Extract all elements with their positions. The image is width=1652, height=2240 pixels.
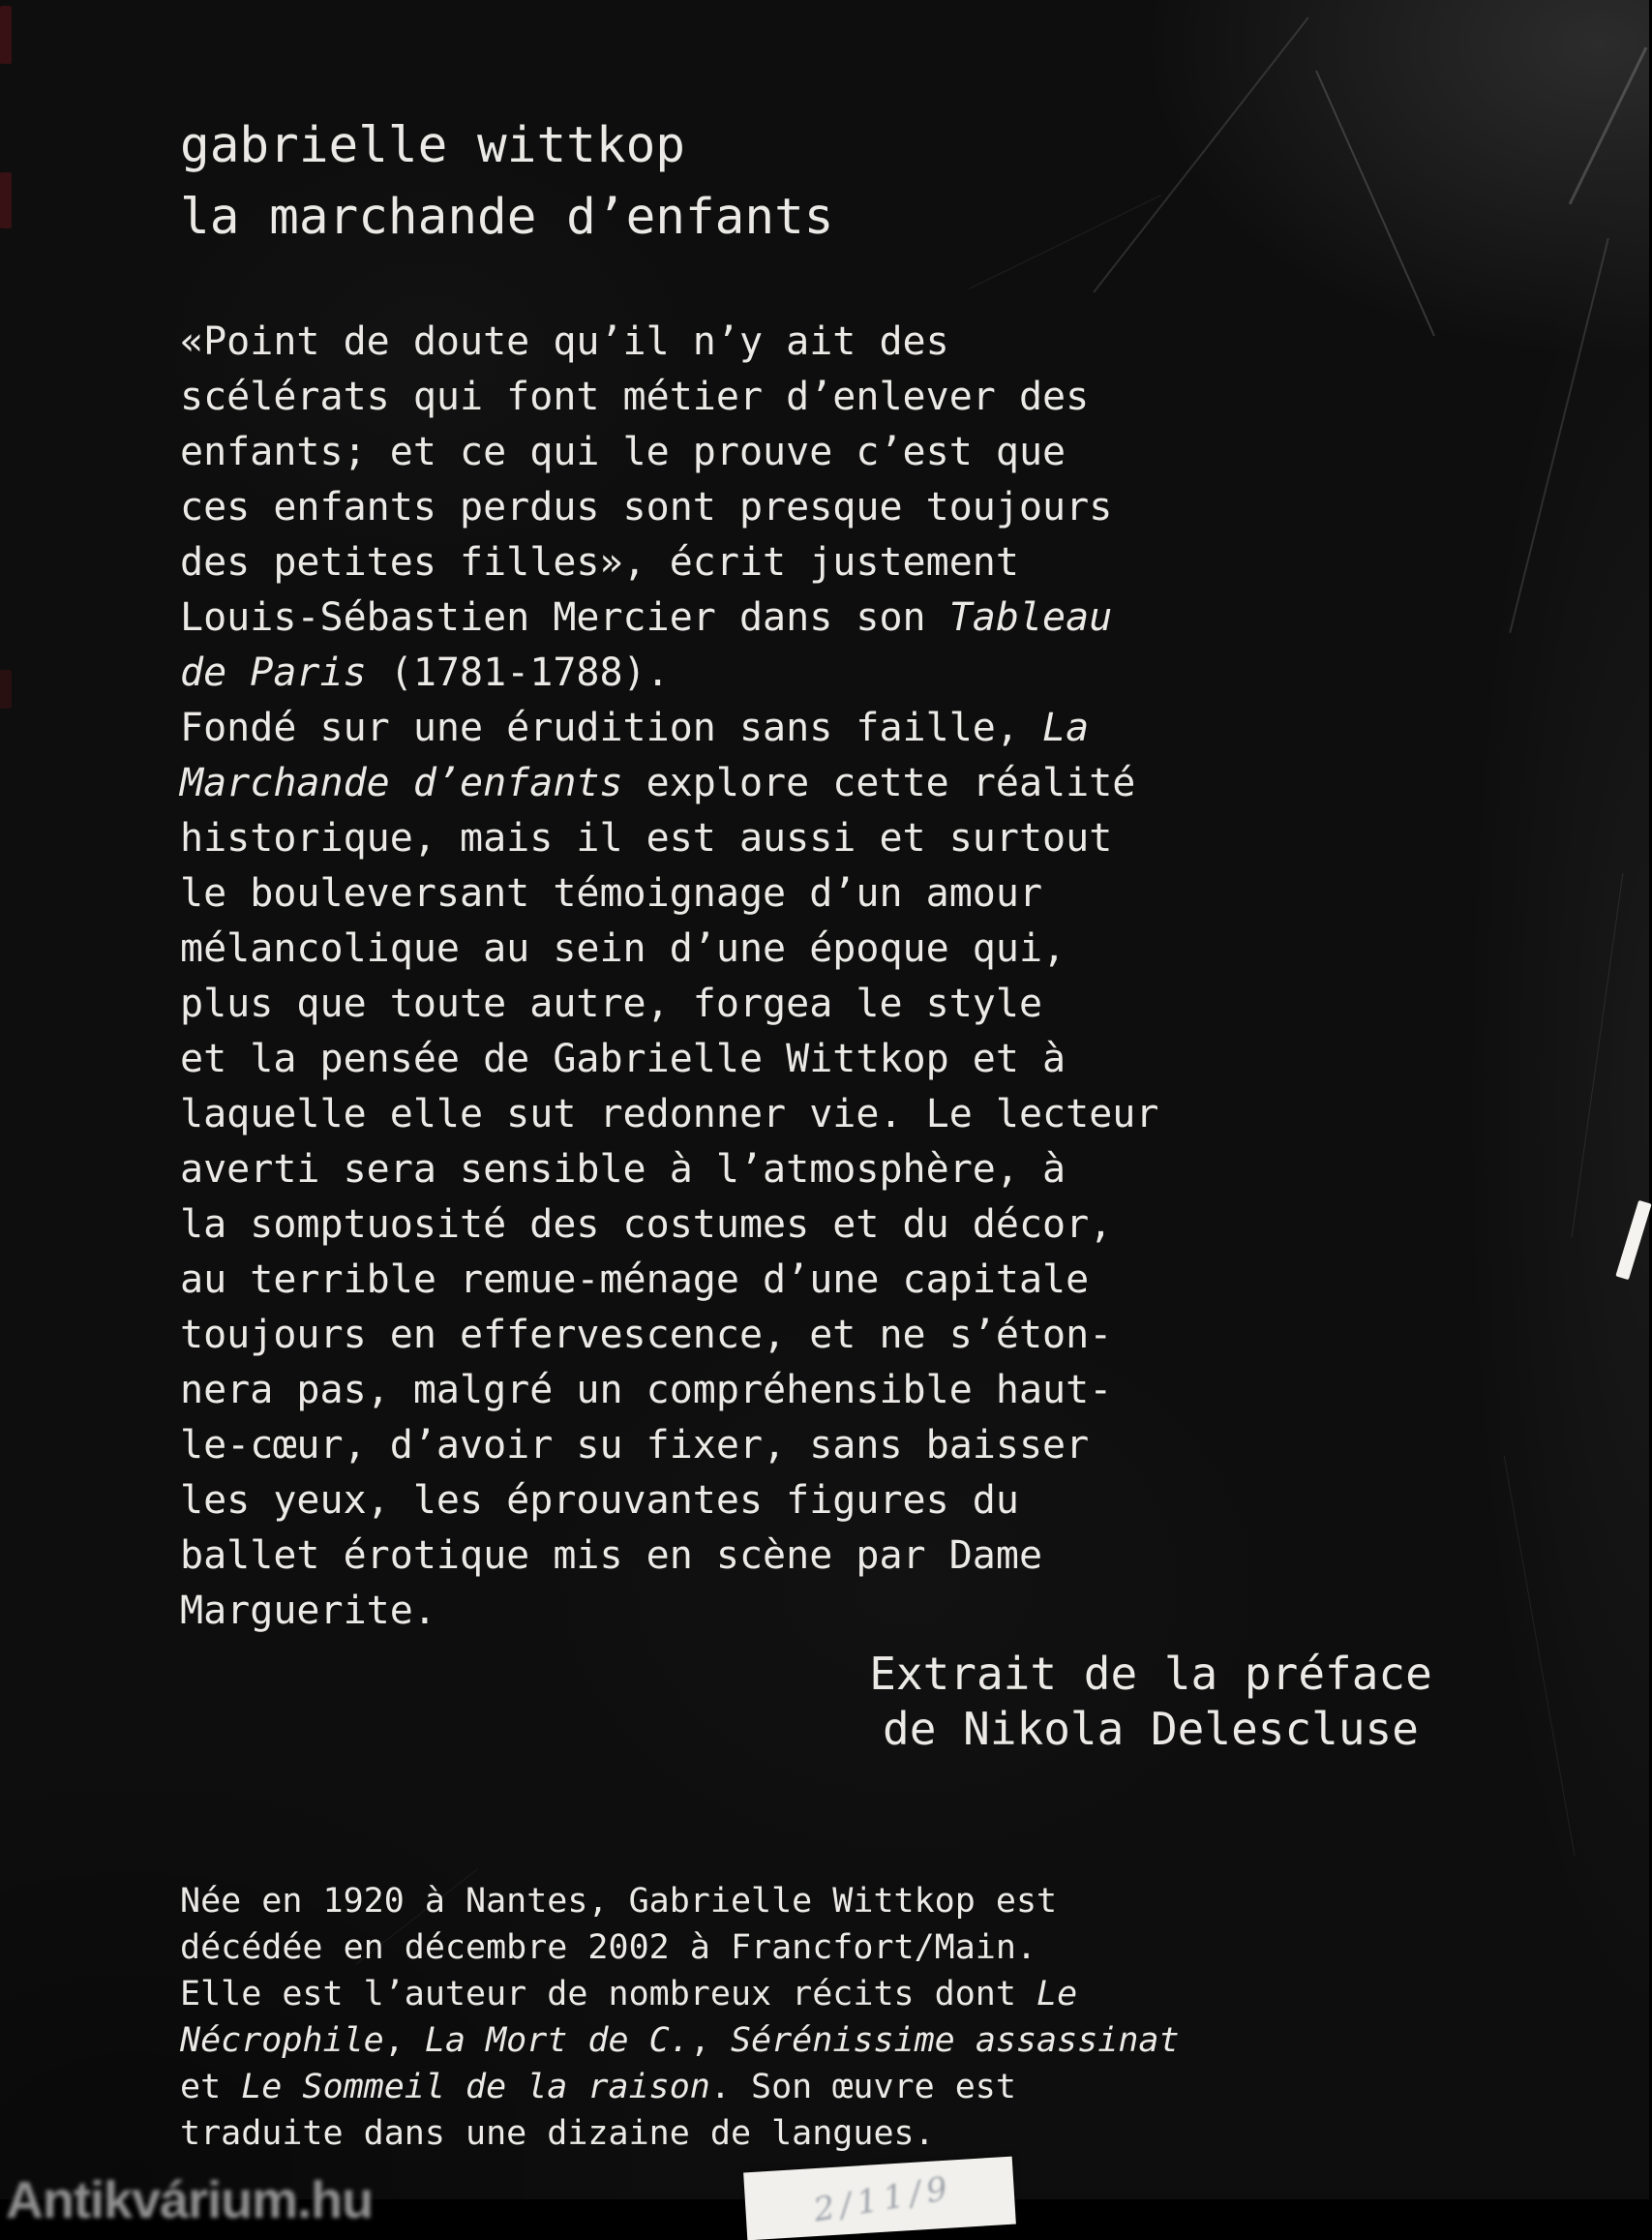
scratch-mark xyxy=(1569,46,1648,204)
text-segment: laquelle elle sut redonner vie. Le lecteur xyxy=(180,1092,1159,1136)
scratch-mark xyxy=(1093,17,1308,293)
partial-letter-v-glyph xyxy=(1615,1200,1651,1281)
text-line xyxy=(180,370,1158,425)
text-segment: le-cœur, d’avoir su fixer, sans baisser xyxy=(180,1423,1090,1468)
italic-text-segment: La Mort de C. xyxy=(424,2021,690,2060)
red-edge-mark xyxy=(0,172,12,228)
text-segment: . Son œuvre est xyxy=(709,2068,1016,2106)
preface-attribution xyxy=(869,1647,1432,1757)
text-line xyxy=(180,1032,1158,1087)
text-segment: Marguerite. xyxy=(180,1589,436,1633)
text-segment: plus que toute autre, forgea le style xyxy=(180,982,1043,1026)
text-line xyxy=(180,1142,1158,1197)
text-line xyxy=(180,1473,1158,1529)
text-line xyxy=(180,701,1158,756)
text-segment: toujours en effervescence, et ne s’éton- xyxy=(180,1313,1113,1357)
text-line xyxy=(180,1253,1158,1308)
text-line xyxy=(180,922,1158,977)
author-bio xyxy=(180,1878,1180,2157)
back-cover-blurb xyxy=(180,315,1158,1639)
text-line xyxy=(180,590,1158,646)
sticker-handwriting: 2/11/9 xyxy=(810,2168,956,2230)
text-segment: mélancolique au sein d’une époque qui, xyxy=(180,926,1066,971)
text-segment: scélérats qui font métier d’enlever des xyxy=(180,375,1090,419)
text-segment: (1781-1788). xyxy=(366,651,670,695)
text-segment: décédée en décembre 2002 à Francfort/Main. xyxy=(180,1928,1037,1967)
text-segment: averti sera sensible à l’atmosphère, à xyxy=(180,1147,1066,1192)
text-segment: ces enfants perdus sont presque toujours xyxy=(180,485,1113,530)
italic-text-segment: Le xyxy=(1036,1975,1078,2013)
scratch-mark xyxy=(1509,238,1609,633)
text-segment: explore cette réalité xyxy=(622,761,1136,805)
book-title: la marchande d’enfants xyxy=(180,189,834,246)
text-line xyxy=(180,977,1158,1032)
text-line xyxy=(180,1363,1158,1418)
italic-text-segment: Sérénissime assassinat xyxy=(730,2021,1180,2060)
scratch-mark xyxy=(1572,873,1624,1237)
text-line xyxy=(180,1924,1180,1971)
text-segment: ballet érotique mis en scène par Dame xyxy=(180,1533,1043,1578)
scratch-mark xyxy=(1504,1455,1576,1856)
text-segment: Fondé sur une érudition sans faille, xyxy=(180,706,1043,750)
text-segment: traduite dans une dizaine de langues. xyxy=(180,2114,935,2153)
text-segment: , xyxy=(383,2021,425,2060)
text-segment: des petites filles», écrit justement xyxy=(180,540,1019,585)
text-segment: les yeux, les éprouvantes figures du xyxy=(180,1478,1019,1523)
book-title-block xyxy=(180,110,834,254)
text-segment: Née en 1920 à Nantes, Gabrielle Wittkop est xyxy=(180,1882,1058,1921)
text-segment: enfants; et ce qui le prouve c’est que xyxy=(180,430,1066,474)
red-edge-mark xyxy=(0,670,12,709)
text-line xyxy=(180,480,1158,535)
text-segment: , xyxy=(689,2021,731,2060)
author-name: gabrielle wittkop xyxy=(180,117,685,174)
text-line xyxy=(180,2064,1180,2110)
text-line xyxy=(180,811,1158,866)
text-segment: et xyxy=(180,2068,242,2106)
text-segment: «Point de doute qu’il n’y ait des xyxy=(180,319,949,364)
text-line xyxy=(180,425,1158,480)
text-line: Extrait de la préface xyxy=(869,1648,1432,1700)
text-line xyxy=(180,2110,1180,2157)
text-line xyxy=(180,1584,1158,1639)
italic-text-segment: Tableau xyxy=(948,595,1113,640)
italic-text-segment: Le Sommeil de la raison xyxy=(241,2068,710,2106)
text-line xyxy=(180,1308,1158,1363)
text-line xyxy=(180,2017,1180,2064)
price-sticker xyxy=(743,2157,1016,2240)
text-segment: nera pas, malgré un compréhensible haut- xyxy=(180,1368,1113,1412)
text-line xyxy=(180,1878,1180,1924)
antikvarium-watermark: Antikvárium.hu xyxy=(6,2171,374,2229)
text-line xyxy=(180,1971,1180,2017)
scratch-mark xyxy=(1315,71,1435,337)
text-line xyxy=(180,1529,1158,1584)
text-line xyxy=(180,1087,1158,1142)
text-line: de Nikola Delescluse xyxy=(883,1703,1419,1755)
italic-text-segment: Marchande d’enfants xyxy=(180,761,623,805)
red-edge-mark xyxy=(0,6,12,64)
italic-text-segment: de Paris xyxy=(180,651,367,695)
text-segment: au terrible remue-ménage d’une capitale xyxy=(180,1257,1090,1302)
text-segment: le bouleversant témoignage d’un amour xyxy=(180,871,1043,916)
text-line xyxy=(180,756,1158,811)
text-segment: historique, mais il est aussi et surtout xyxy=(180,816,1113,861)
text-line xyxy=(180,1418,1158,1473)
text-line xyxy=(180,315,1158,370)
text-segment: la somptuosité des costumes et du décor, xyxy=(180,1202,1113,1247)
text-line xyxy=(180,866,1158,922)
text-segment: Louis-Sébastien Mercier dans son xyxy=(180,595,949,640)
italic-text-segment: La xyxy=(1042,706,1090,750)
text-line xyxy=(180,1197,1158,1253)
text-segment: et la pensée de Gabrielle Wittkop et à xyxy=(180,1037,1066,1081)
text-segment: Elle est l’auteur de nombreux récits dont xyxy=(180,1975,1037,2013)
italic-text-segment: Nécrophile xyxy=(180,2021,384,2060)
text-line xyxy=(180,646,1158,701)
text-line xyxy=(180,535,1158,590)
